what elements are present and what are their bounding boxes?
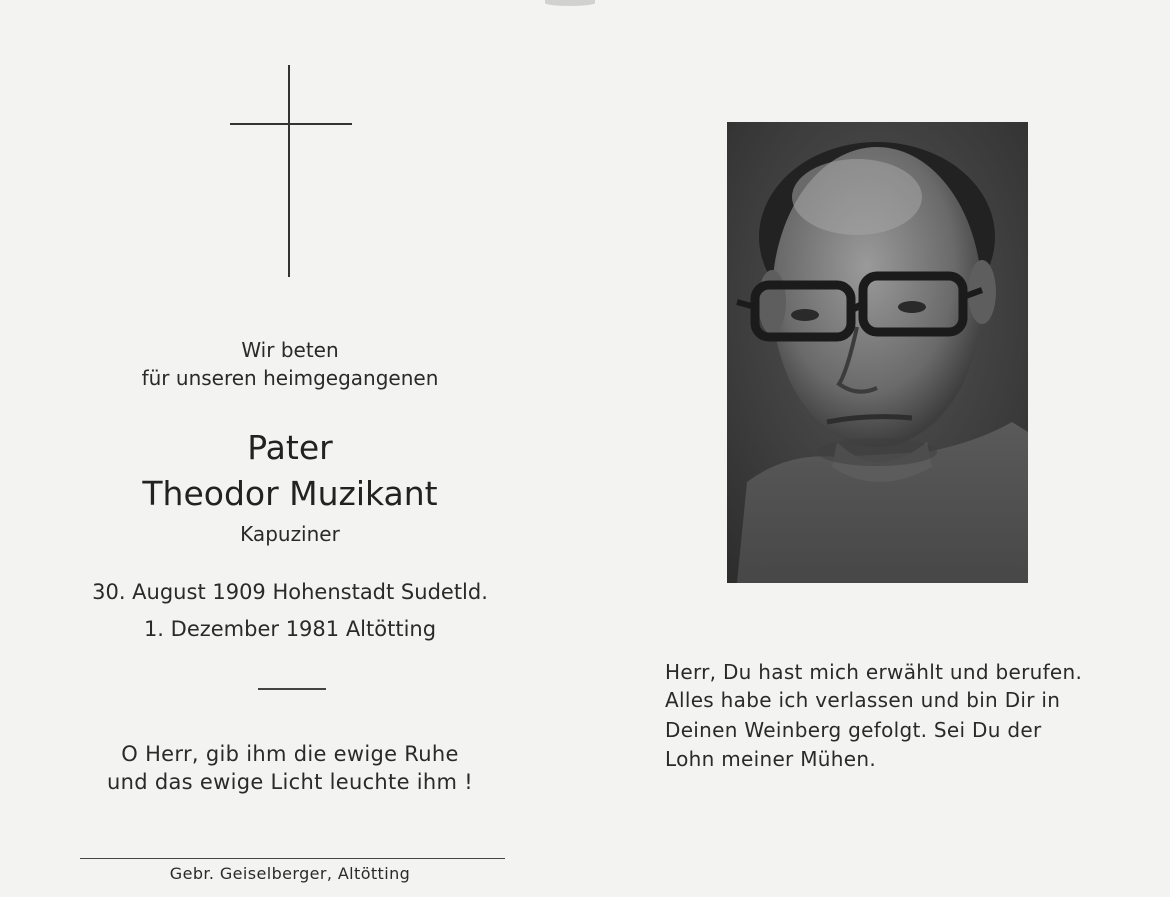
prayer-line-2: und das ewige Licht leuchte ihm !	[107, 770, 473, 794]
deceased-title: Pater	[247, 428, 333, 467]
intro-line-2: für unseren heimgegangenen	[141, 366, 439, 390]
quote-line-3: Deinen Weinberg gefolgt. Sei Du der	[665, 718, 1042, 742]
divider	[258, 688, 326, 690]
religious-order: Kapuziner	[240, 522, 340, 546]
quote-line-4: Lohn meiner Mühen.	[665, 747, 876, 771]
death-info: 1. Dezember 1981 Altötting	[143, 617, 437, 641]
prayer-line-1: O Herr, gib ihm die ewige Ruhe	[121, 742, 459, 766]
intro-line-1: Wir beten	[241, 338, 339, 362]
deceased-name: Theodor Muzikant	[142, 474, 438, 513]
quote-line-2: Alles habe ich verlassen und bin Dir in	[665, 688, 1061, 712]
cross-icon-horizontal	[230, 123, 352, 125]
footer-divider	[80, 858, 505, 859]
portrait-photo	[727, 122, 1028, 583]
quote-line-1: Herr, Du hast mich erwählt und berufen.	[665, 660, 1083, 684]
portrait-image	[727, 122, 1028, 583]
printer-credit: Gebr. Geiselberger, Altötting	[169, 864, 411, 883]
cross-icon-vertical	[288, 65, 290, 277]
birth-info: 30. August 1909 Hohenstadt Sudetld.	[92, 580, 488, 604]
